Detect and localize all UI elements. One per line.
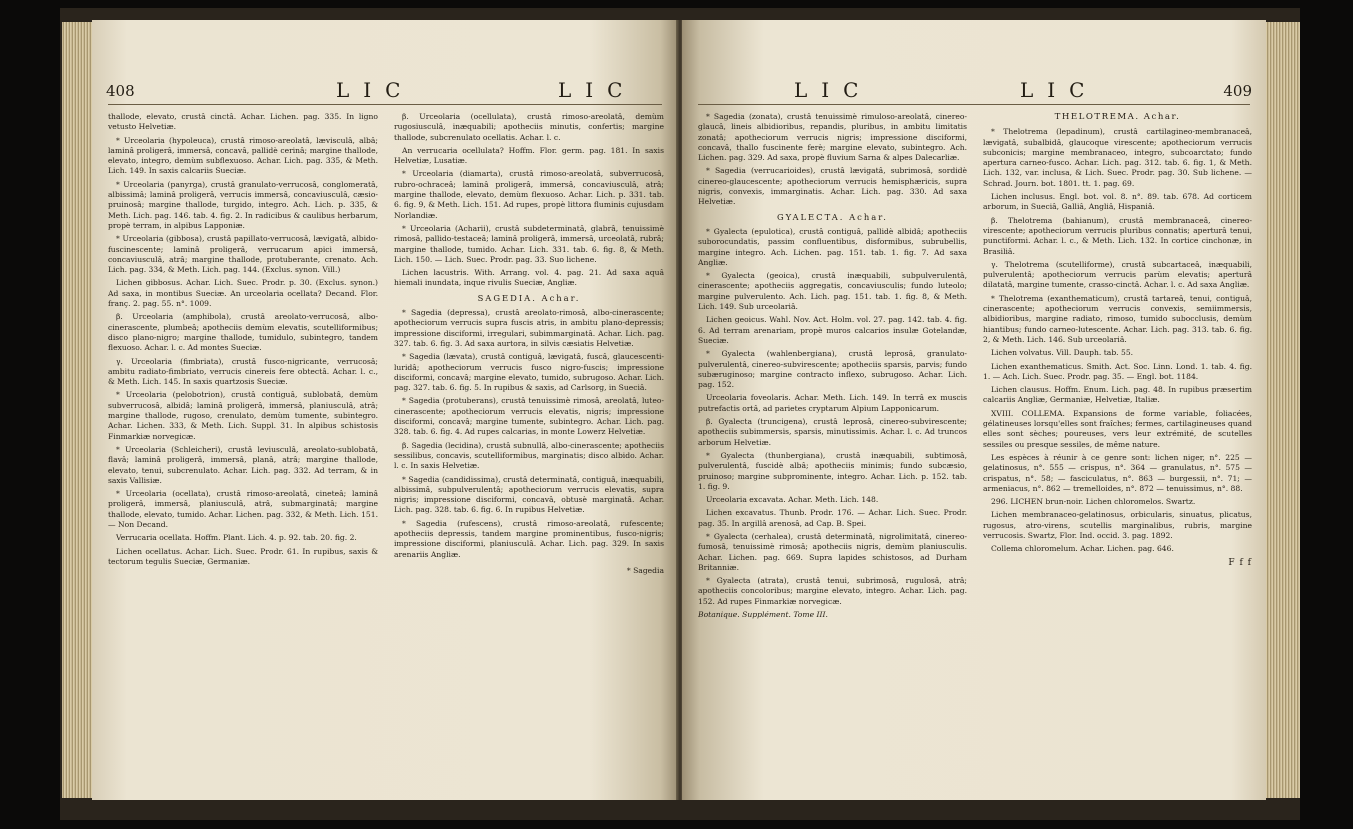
- head-rule-left: [108, 104, 662, 105]
- entry: * Gyalecta (geoica), crustâ inæquabili, subpulverulentâ, cinerascente; apotheciis aggregatis, concaviusculis; fundo luteolo; margine pulverulento. Ach. Lich. pag. 151. tab. 1. fig. 8, & Meth. Lich. 149. Sub urceolariâ.: [698, 271, 967, 312]
- entry: * Gyalecta (atrata), crustâ tenui, subrimosâ, rugulosâ, atrâ; apotheciis concoloribus; margine elevato, integro. Achar. Lich. pag. 152. Ad rupes Finmarkiæ norvegicæ.: [698, 576, 967, 606]
- genus-heading-thelotrema: THELOTREMA. Achar.: [1054, 112, 1181, 122]
- left-column-1: [108, 112, 378, 790]
- right-running-head: [696, 78, 1252, 100]
- entry: Urceolaria excavata. Achar. Meth. Lich. 148.: [706, 495, 879, 505]
- right-columns: [698, 112, 1252, 790]
- entry: * Gyalecta (thunbergiana), crustâ inæquabili, subtimosâ, pulverulentâ, fuscidè albâ; apotheciis minimis; fundo subcæsio, pruinoso; margine subprominente, integro. Achar. Lich. p. 152. tab. 1. fig. 9.: [698, 450, 967, 491]
- entry: * Urceolaria (gibbosa), crustâ papillato-verrucosâ, lævigatâ, albido-fuscinescente; laminâ proligerâ, verrucarum apici immersâ, concaviusculâ, atrâ; margine thallode, protuberante, crenato. Ach. Lich. pag. 334, & Meth. Lich. pag. 144. (Exclus. synon. Vill.): [108, 234, 378, 275]
- entry: Verrucaria ocellata. Hoffm. Plant. Lich. 4. p. 92. tab. 20. fig. 2.: [116, 533, 357, 543]
- running-head-left-1: LIC: [336, 78, 415, 102]
- head-rule-right: [698, 104, 1250, 105]
- entry: * Urceolaria (hypoleuca), crustâ rimoso-areolatâ, lævisculâ, albâ; laminâ proligerâ, immersâ, concavâ, pallidè cerinâ; margine thallode, elevato, integro, demùm subflexuoso. Achar. Lich. pag. 335, & Meth. Lich. 149. In saxis calcariis Sueciæ.: [108, 135, 378, 176]
- entry: Collema chloromelum. Achar. Lichen. pag. 646.: [991, 544, 1174, 554]
- entry: XVIII. COLLEMA. Expansions de forme variable, foliacées, gélatineuses lorsqu'elles sont fraîches; fermes, cartilagineuses quand elles sont sèches; poureuses, vers leur extrémité, de scutelles sessiles ou presque sessiles, de même nature.: [983, 408, 1252, 449]
- entry: Urceolaria foveolaris. Achar. Meth. Lich. 149. In terrâ ex muscis putrefactis ortâ, ad parietes cryptarum Alpium Lapponicarum.: [698, 393, 967, 413]
- entry: * Urceolaria (Schleicheri), crustâ leviusculâ, areolato-sublobatâ, flavâ; laminâ proligerâ, immersâ, planâ, atrâ; margine thallode, elevato, tenui, subcrenulato. Achar. Lich. pag. 332. Ad terram, & in saxis Vallisiæ.: [108, 444, 378, 485]
- entry: β. Urceolaria (amphibola), crustâ areolato-verrucosâ, albo-cinerascente, plumbeâ; apotheciis demùm elevatis, scutelliformibus; disco plano-nigro; margine thallode, tumidulo, subintegro, tandem flexuoso. Achar. l. c. Ad montes Sueciæ.: [108, 312, 378, 353]
- entry: * Sagedia (verrucarioides), crustâ lævigatâ, subrimosâ, sordidè cinereo-glaucescente; apotheciorum verrucis hemisphæricis, supra nigris, convexis, immarginatis. Achar. Lich. pag. 330. Ad saxa Helvetiæ.: [698, 166, 967, 207]
- entry: β. Urceolaria (ocellulata), crustâ rimoso-areolatâ, demùm rugosiusculâ, inæquabili; apotheciis minutis, confertis; margine thallode, subcrenulato ocellatis. Achar. l. c.: [394, 112, 664, 142]
- entry: Lichen gibbosus. Achar. Lich. Suec. Prodr. p. 30. (Exclus. synon.) Ad saxa, in montibus Sueciæ. An urceolaria ocellata? Decand. Flor. franç. 2. pag. 55. n°. 1009.: [108, 278, 378, 309]
- right-column-1: [698, 112, 967, 790]
- right-column-2: [983, 112, 1252, 790]
- page-edges-left: [62, 22, 94, 798]
- entry: 296. LICHEN brun-noir. Lichen chloromelos. Swartz.: [991, 497, 1196, 507]
- entry: Lichen exanthematicus. Smith. Act. Soc. Linn. Lond. 1. tab. 4. fig. 1. — Ach. Lich. Suec. Prodr. pag. 35. — Engl. bot. 1184.: [983, 361, 1252, 381]
- entry: β. Thelotrema (bahianum), crustâ membranaceâ, cinereo-virescente; apotheciorum verrucis pluribus connatis; aperturâ tenui, punctiformi. Achar. l. c., & Meth. Lich. 132. In cortice cinchonæ, in Brasiliâ.: [983, 215, 1252, 256]
- signature-mark: F f f: [1228, 557, 1252, 568]
- signature-line: Botanique. Supplément. Tome III.: [698, 610, 828, 620]
- entry: * Sagedia (protuberans), crustâ tenuissimè rimosâ, areolatâ, luteo-cinerascente; apotheciorum verrucis elevatis, nigris; impressione disciformi, concavâ; margine tumente, subintegro. Achar. Lich. pag. 328. tab. 6. fig. 4. Ad rupes calcarias, in monte Lowerz Helvetiæ.: [394, 396, 664, 437]
- entry: Lichen clausus. Hoffm. Enum. Lich. pag. 48. In rupibus præsertim calcariis Angliæ, Germaniæ, Helvetiæ, Italiæ.: [983, 385, 1252, 405]
- entry: Lichen geoicus. Wahl. Nov. Act. Holm. vol. 27. pag. 142. tab. 4. fig. 6. Ad terram arenariam, propè muros calcarios insulæ Gotelandæ, Sueciæ.: [698, 315, 967, 345]
- page-edges-right: [1266, 22, 1300, 798]
- entry: * Urceolaria (pelobotrion), crustâ contiguâ, sublobatâ, demùm subverrucosâ, albidâ; laminâ proligerâ, immersâ, planiusculâ, atrâ; margine thallode, rugoso, crenulato, demùm tumente, subintegro. Achar. Lichen. 333, & Meth. Lich. Suppl. 31. In alpibus schistosis Finmarkiæ norvegicæ.: [108, 390, 378, 441]
- entry: Lichen inclusus. Engl. bot. vol. 8. n°. 89. tab. 678. Ad corticem arborum, in Sueciâ, Galliâ, Angliâ, Hispaniâ.: [983, 192, 1252, 212]
- entry: * Urceolaria (panyrga), crustâ granulato-verrucosâ, conglomeratâ, albissimâ; laminâ proligerâ, verrucis immersâ, concaviusculâ, cæsio-pruinosâ; margine thallode, turgido, integro. Ach. Lich. p. 335, & Meth. Lich. pag. 146. tab. 4. fig. 2. In radicibus & caulibus herbarum, propè terram, in alpibus Lapponiæ.: [108, 179, 378, 230]
- entry: * Gyalecta (epulotica), crustâ contiguâ, pallidè albidâ; apotheciis suborocundatis, passim confluentibus, disformibus, subrubellis, margine integro. Ach. Lichen. pag. 151. tab. 1. fig. 7. Ad saxa Angliæ.: [698, 226, 967, 267]
- left-running-head: [106, 78, 664, 100]
- entry: * Thelotrema (exanthematicum), crustâ tartareâ, tenui, contiguâ, cinerascente; apotheciorum verrucis convexis, semiimmersis, albidioribus, margine radiato, rimoso, tumido subocclusis, demùm hiantibus; fundo carneo-lutescente. Achar. Lich. pag. 313. tab. 6. fig. 2, & Meth. Lich. 146. Sub urceolariâ.: [983, 293, 1252, 344]
- entry: γ. Urceolaria (fimbriata), crustâ fusco-nigricante, verrucosâ; ambitu radiato-fimbriato, verrucis cinereis fere obtectâ. Achar. l. c., & Meth. Lich. 145. In saxis quartzosis Sueciæ.: [108, 356, 378, 387]
- entry: * Sagedia (zonata), crustâ tenuissimè rimuloso-areolatâ, cinereo-glaucâ, lineis albidioribus, repandis, pluribus, in ambitu limitatis zonatâ; apotheciorum verrucis nigris; impressione disciformi, concavâ, thallo fuscinente ferè; margine elevato, subintegro. Ach. Lichen. pag. 329. Ad saxa, propè fluvium Sarna & alpes Dalecarliæ.: [698, 112, 967, 163]
- entry: * Sagedia (candidissima), crustâ determinatâ, contiguâ, inæquabili, albissimâ, subpulverulentâ; apotheciorum verrucis elevatis, supra nigris; impressione disciformi, concavâ, obtusè marginatâ. Achar. Lich. pag. 328. tab. 6. fig. 6. In rupibus Helvetiæ.: [394, 474, 664, 515]
- page-number-right: 409: [1223, 82, 1252, 100]
- entry: * Urceolaria (ocellata), crustâ rimoso-areolatâ, cineteâ; laminâ proligerâ, immersâ, planiusculâ, atrâ, submarginatâ; margine thallode, elevato, tumido. Achar. Lichen. pag. 332, & Meth. Lich. 151. — Non Decand.: [108, 489, 378, 529]
- entry: Les espèces à réunir à ce genre sont: lichen niger, n°. 225 — gelatinosus, n°. 555 — crispus, n°. 364 — granulatus, n°. 575 — crispatus, n°. 58; — fasciculatus, n°. 863 — burgessii, n°. 71; — armeniacus, n°. 862 — tremelloides, n°. 872 — tenuissimus, n°. 88.: [983, 452, 1252, 493]
- right-page: [682, 20, 1266, 800]
- entry: Lichen excavatus. Thunb. Prodr. 176. — Achar. Lich. Suec. Prodr. pag. 35. In argillâ arenosâ, ad Cap. B. Spei.: [698, 508, 967, 528]
- entry: Lichen volvatus. Vill. Dauph. tab. 55.: [991, 348, 1134, 358]
- entry: * Urceolaria (Acharii), crustâ subdeterminatâ, glabrâ, tenuissimè rimosâ, pallido-testaceâ; laminâ proligerâ, immersâ, urceolatâ, rubrâ; margine thallode, tumido. Achar. Lich. 331. tab. 6. fig. 8, & Meth. Lich. 150. — Lich. Suec. Prodr. pag. 33. Suo lichene.: [394, 223, 664, 264]
- entry: Lichen lacustris. With. Arrang. vol. 4. pag. 21. Ad saxa aquâ hiemali inundata, inque rivulis Sueciæ, Angliæ.: [394, 268, 664, 288]
- entry: * Gyalecta (wahlenbergiana), crustâ leprosâ, granulato-pulverulentâ, cinereo-subvirescente; apotheciis sparsis, parvis; fundo subæruginoso; margine contracto inflexo, subrugoso. Achar. Lich. pag. 152.: [698, 349, 967, 390]
- genus-heading-gyalecta: GYALECTA. Achar.: [777, 211, 888, 222]
- entry: Lichen ocellatus. Achar. Lich. Suec. Prodr. 61. In rupibus, saxis & tectorum tegulis Sueciæ, Germaniæ.: [108, 546, 378, 566]
- entry: * Thelotrema (lepadinum), crustâ cartilagineo-membranaceâ, lævigatâ, subalbidâ, glaucoque virescente; apotheciorum verrucis subconicis; margine membranaceo, integro, subcoarctato; fundo apertura carneo-fusco. Achar. Lich. pag. 312. tab. 6. fig. 1, & Meth. Lich. 132, var. inclusa, & Lich. Suec. Prodr. pag. 30. Sub lichene. — Schrad. Journ. bot. 1801. tt. 1. pag. 69.: [983, 127, 1252, 188]
- page-number-left: 408: [106, 82, 135, 100]
- running-head-right-2: LIC: [1020, 78, 1099, 102]
- entry: β. Gyalecta (truncigena), crustâ leprosâ, cinereo-subvirescente; apotheciis subimmersis, sparsis, minutissimis. Achar. l. c. Ad truncos arborum Helvetiæ.: [698, 417, 967, 447]
- running-head-right-1: LIC: [794, 78, 873, 102]
- entry: * Urceolaria (diamarta), crustâ rimoso-areolatâ, subverrucosâ, rubro-ochraceâ; laminâ proligerâ, immersâ, concaviusculâ, atrâ; margine thallode, elevato, demùm flexuoso. Achar. Lich. p. 331. tab. 6. fig. 9, & Meth. Lich. 151. Ad rupes, propè littora fluminis cujusdam Norlandiæ.: [394, 169, 664, 220]
- entry: γ. Thelotrema (scutelliforme), crustâ subcartaceâ, inæquabili, pulverulentâ; apotheciorum verrucis parùm elevatis; aperturâ dilatatâ, margine tumente, crasso-cinctâ. Achar. l. c. Ad saxa Angliæ.: [983, 259, 1252, 290]
- entry: β. Sagedia (lecidina), crustâ subnullâ, albo-cinerascente; apotheciis sessilibus, concavis, scutelliformibus, marginatis; disco albido. Achar. l. c. In saxis Helvetiæ.: [394, 440, 664, 471]
- genus-heading-sagedia: SAGEDIA. Achar.: [477, 292, 581, 303]
- catchword: * Sagedia: [626, 565, 664, 575]
- running-head-left-2: LIC: [558, 78, 637, 102]
- entry: Lichen membranaceo-gelatinosus, orbicularis, sinuatus, plicatus, rugosus, atro-virens, scutellis marginalibus, rubris, margine verrucosis. Swartz, Flor. Ind. occid. 3. pag. 1892.: [983, 510, 1252, 540]
- entry: * Sagedia (depressa), crustâ areolato-rimosâ, albo-cinerascente; apotheciorum verrucis supra fuscis atris, in ambitu plano-depressis; impressione disciformi, irregulari, subimmarginatâ. Achar. Lich. pag. 327. tab. 6. fig. 3. Ad saxa aurtora, in silvis cæsiatis Helvetiæ.: [394, 308, 664, 348]
- left-columns: [108, 112, 664, 790]
- entry: thallode, elevato, crustâ cinctâ. Achar. Lichen. pag. 335. In ligno vetusto Helvetiæ.: [108, 112, 378, 132]
- entry: An verrucaria ocellulata? Hoffm. Flor. germ. pag. 181. In saxis Helvetiæ, Lusatiæ.: [394, 145, 664, 166]
- left-column-2: [394, 112, 664, 790]
- left-page: [92, 20, 678, 800]
- entry: * Sagedia (lævata), crustâ contiguâ, lævigatâ, fuscâ, glaucescenti-luridâ; apotheciorum verrucis fusco nigro-fuscis; impressione disciformi, concavâ; margine elevato, tumido, subrugoso. Achar. Lich. pag. 327. tab. 6. fig. 5. In rupibus & saxis, ad Carlsorg, in Sueciâ.: [394, 352, 664, 393]
- entry: * Gyalecta (cerhalea), crustâ determinatâ, nigrolimitatâ, cinereo-fumosâ, tenuissimè rimosâ; apotheciis nigris, demùm planiusculis. Achar. Lichen. pag. 669. Supra lapides schistosos, ad Durham Britanniæ.: [698, 531, 967, 572]
- entry: * Sagedia (rufescens), crustâ rimoso-areolatâ, rufescente; apotheciis depressis, tandem margine prominentibus, fusco-nigris; impressione disciformi, planiusculâ. Achar. Lich. pag. 329. In saxis arenariis Angliæ.: [394, 518, 664, 559]
